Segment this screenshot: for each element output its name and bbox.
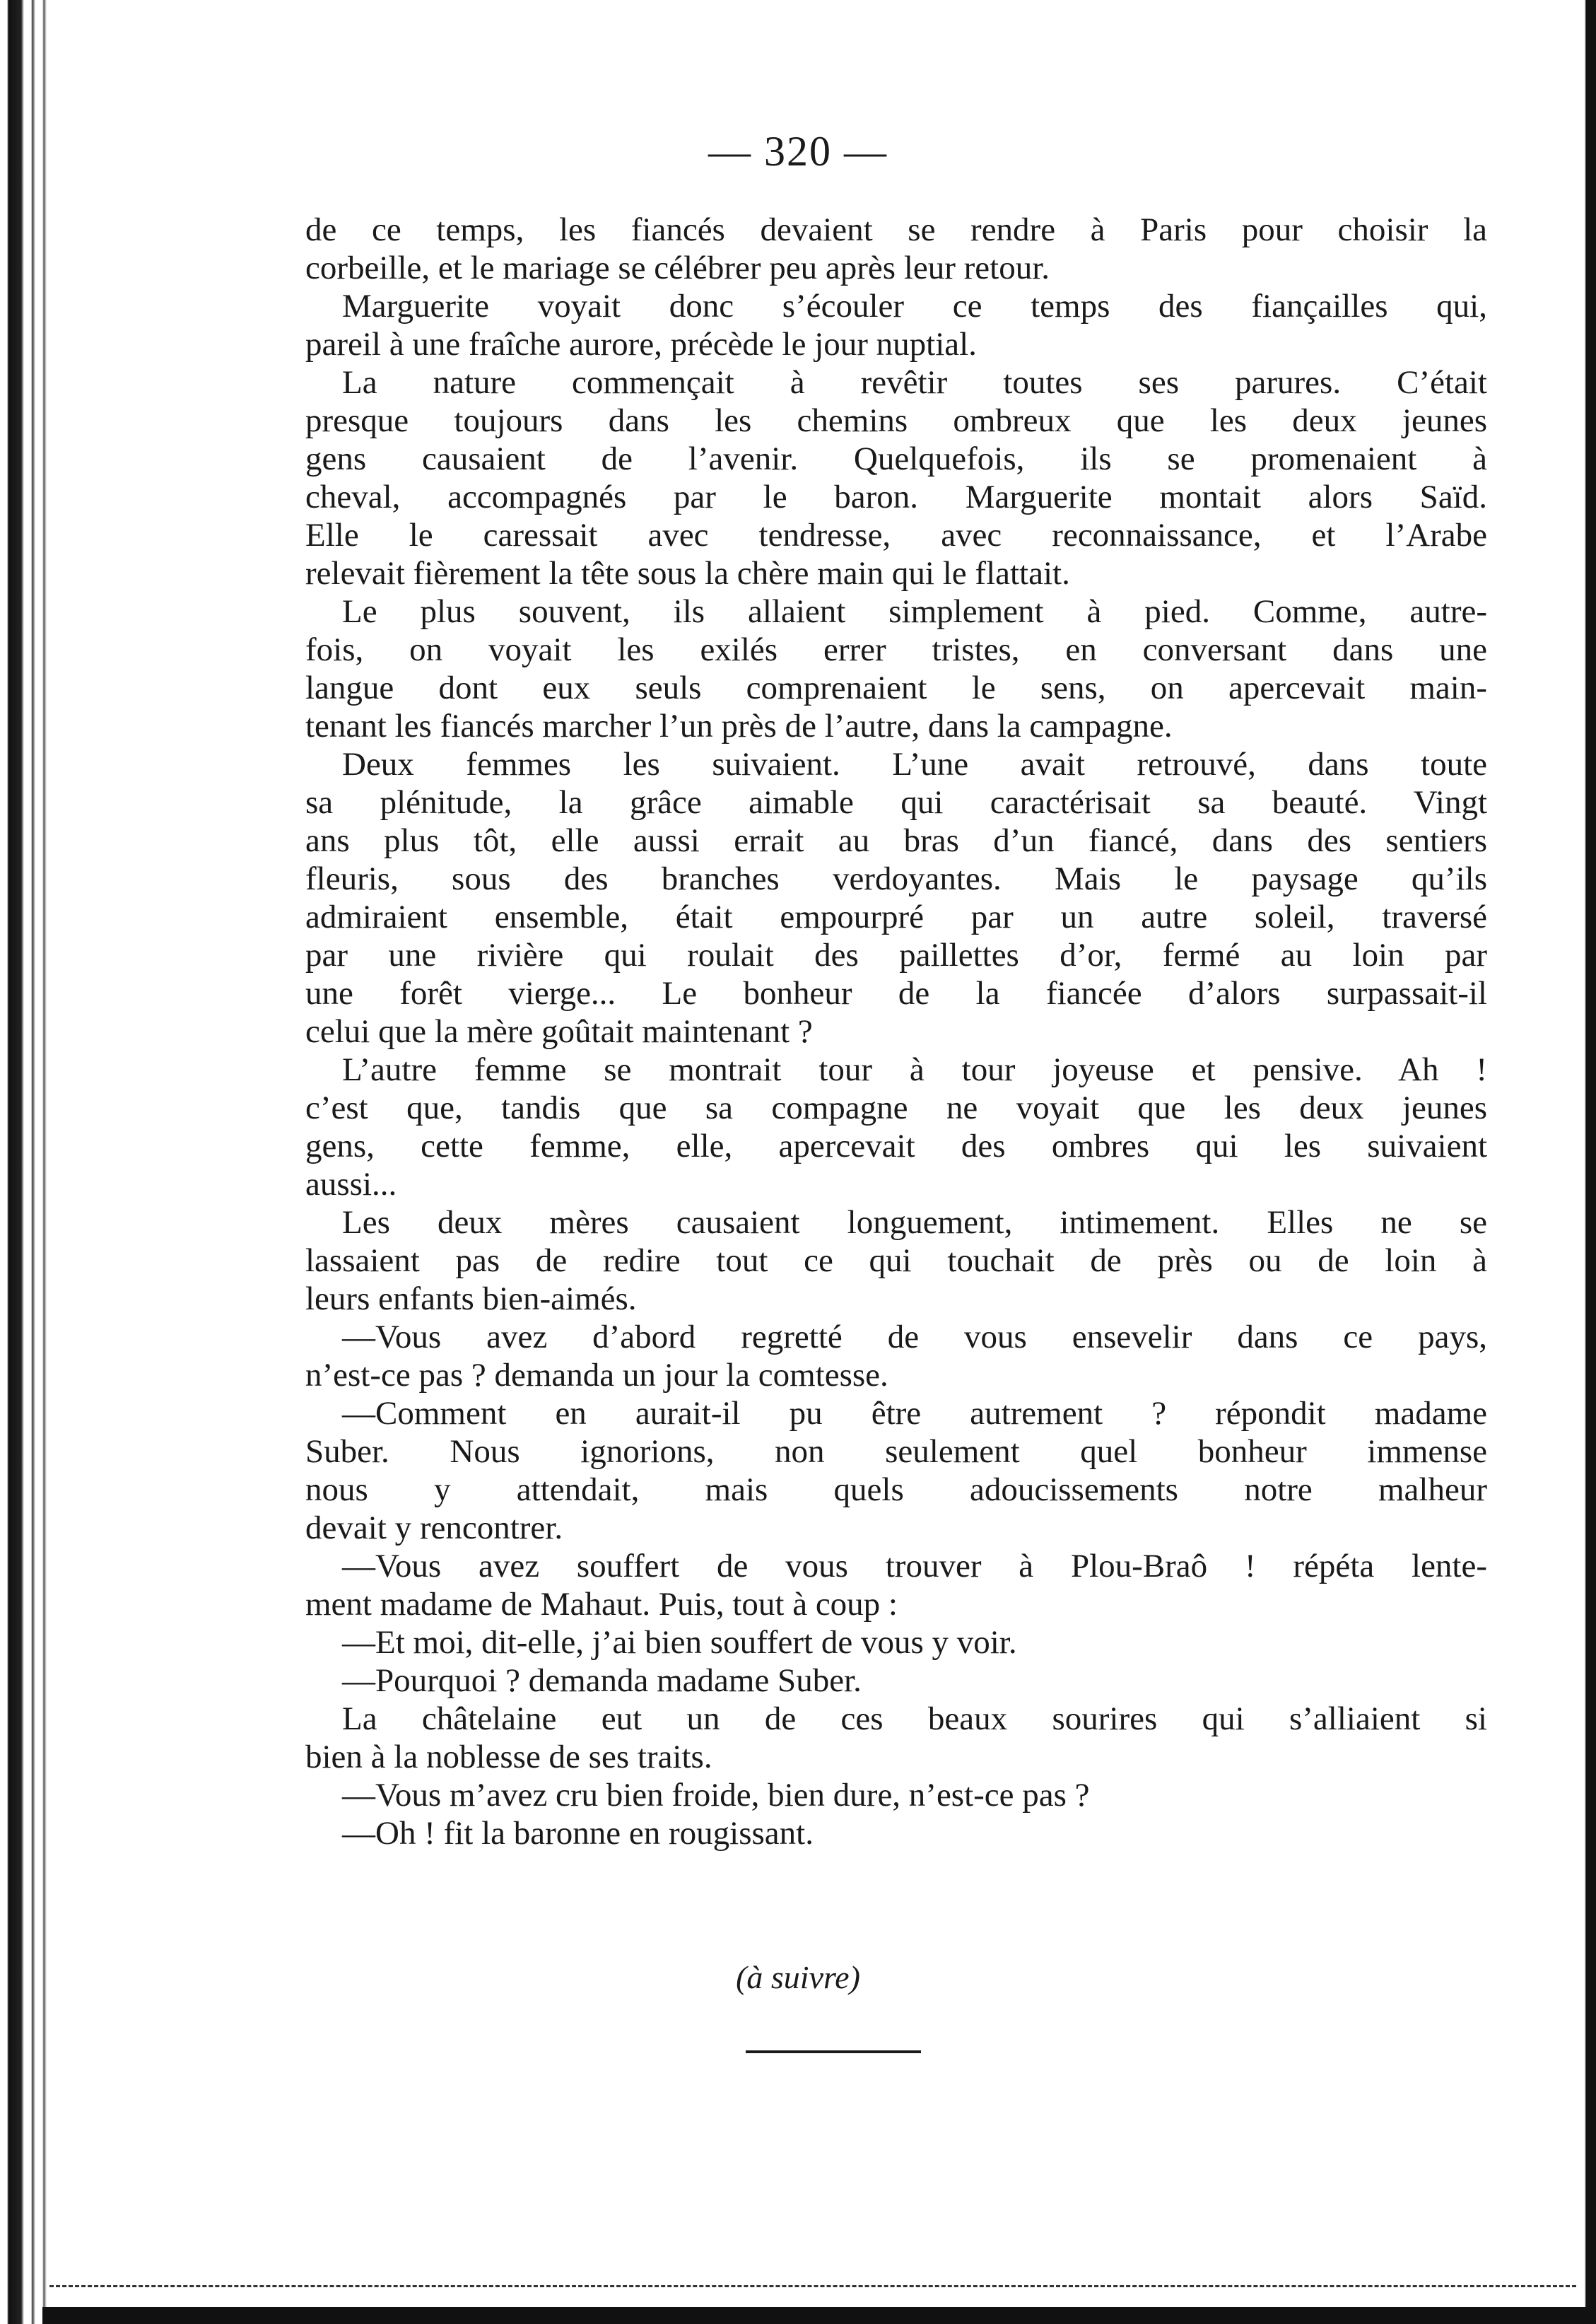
text-line: corbeille, et le mariage se célébrer peu après leur retour.: [305, 250, 1050, 286]
text-line: Les deux mères causaient longuement, intimement. Elles ne se: [342, 1204, 1487, 1241]
text-line: fois, on voyait les exilés errer tristes, en conversant dans une: [305, 631, 1487, 668]
text-line: —Vous avez d’abord regretté de vous ensevelir dans ce pays,: [342, 1319, 1487, 1355]
bottom-dashed-rule: [49, 2285, 1576, 2287]
text-line: pareil à une fraîche aurore, précède le jour nuptial.: [305, 326, 977, 363]
text-line: devait y rencontrer.: [305, 1510, 563, 1546]
text-line: aussi...: [305, 1166, 397, 1203]
text-line: nous y attendait, mais quels adoucissements notre malheur: [305, 1471, 1487, 1508]
text-line: —Oh ! fit la baronne en rougissant.: [342, 1815, 814, 1852]
text-line: ans plus tôt, elle aussi errait au bras d’un fiancé, dans des sentiers: [305, 822, 1487, 859]
text-line: Marguerite voyait donc s’écouler ce temps des fiançailles qui,: [342, 288, 1487, 325]
text-line: Le plus souvent, ils allaient simplement à pied. Comme, autre-: [342, 593, 1487, 630]
text-line: Suber. Nous ignorions, non seulement quel bonheur immense: [305, 1433, 1487, 1470]
text-line: L’autre femme se montrait tour à tour joyeuse et pensive. Ah !: [342, 1051, 1487, 1088]
text-line: admiraient ensemble, était empourpré par un autre soleil, traversé: [305, 899, 1487, 935]
text-line: relevait fièrement la tête sous la chère main qui le flattait.: [305, 555, 1070, 592]
page-number: — 320 —: [708, 128, 888, 175]
text-line: par une rivière qui roulait des paillettes d’or, fermé au loin par: [305, 937, 1487, 974]
text-line: tenant les fiancés marcher l’un près de l’autre, dans la campagne.: [305, 708, 1173, 745]
text-line: de ce temps, les fiancés devaient se rendre à Paris pour choisir la: [305, 211, 1487, 248]
text-line: La châtelaine eut un de ces beaux sourires qui s’alliaient si: [342, 1700, 1487, 1737]
text-line: fleuris, sous des branches verdoyantes. Mais le paysage qu’ils: [305, 860, 1487, 897]
text-line: une forêt vierge... Le bonheur de la fiancée d’alors surpassait-il: [305, 975, 1487, 1012]
body-text: [305, 211, 1487, 1852]
text-line: ment madame de Mahaut. Puis, tout à coup :: [305, 1586, 898, 1623]
text-line: n’est-ce pas ? demanda un jour la comtesse.: [305, 1357, 888, 1394]
text-line: —Vous m’avez cru bien froide, bien dure, n’est-ce pas ?: [342, 1777, 1090, 1814]
text-line: —Pourquoi ? demanda madame Suber.: [342, 1662, 862, 1699]
bottom-binding-edge: [42, 2307, 1596, 2324]
end-rule: [746, 2050, 921, 2053]
text-line: langue dont eux seuls comprenaient le sens, on apercevait main-: [305, 670, 1487, 706]
text-line: celui que la mère goûtait maintenant ?: [305, 1013, 813, 1050]
text-line: c’est que, tandis que sa compagne ne voyait que les deux jeunes: [305, 1090, 1487, 1126]
text-line: Elle le caressait avec tendresse, avec reconnaissance, et l’Arabe: [305, 517, 1487, 554]
text-line: —Et moi, dit-elle, j’ai bien souffert de vous y voir.: [342, 1624, 1017, 1661]
text-line: presque toujours dans les chemins ombreux que les deux jeunes: [305, 402, 1487, 439]
text-line: —Comment en aurait-il pu être autrement ? répondit madame: [342, 1395, 1487, 1432]
text-line: cheval, accompagnés par le baron. Marguerite montait alors Saïd.: [305, 479, 1487, 515]
text-line: —Vous avez souffert de vous trouver à Plou-Braô ! répéta lente-: [342, 1548, 1487, 1584]
text-line: Deux femmes les suivaient. L’une avait retrouvé, dans toute: [342, 746, 1487, 783]
text-line: bien à la noblesse de ses traits.: [305, 1739, 712, 1775]
text-line: La nature commençait à revêtir toutes ses parures. C’était: [342, 364, 1487, 401]
text-line: leurs enfants bien-aimés.: [305, 1280, 637, 1317]
text-line: gens causaient de l’avenir. Quelquefois, ils se promenaient à: [305, 440, 1487, 477]
continuation-note: (à suivre): [736, 1959, 860, 1995]
text-line: lassaient pas de redire tout ce qui touchait de près ou de loin à: [305, 1242, 1487, 1279]
text-line: gens, cette femme, elle, apercevait des ombres qui les suivaient: [305, 1128, 1487, 1164]
text-line: sa plénitude, la grâce aimable qui caractérisait sa beauté. Vingt: [305, 784, 1487, 821]
